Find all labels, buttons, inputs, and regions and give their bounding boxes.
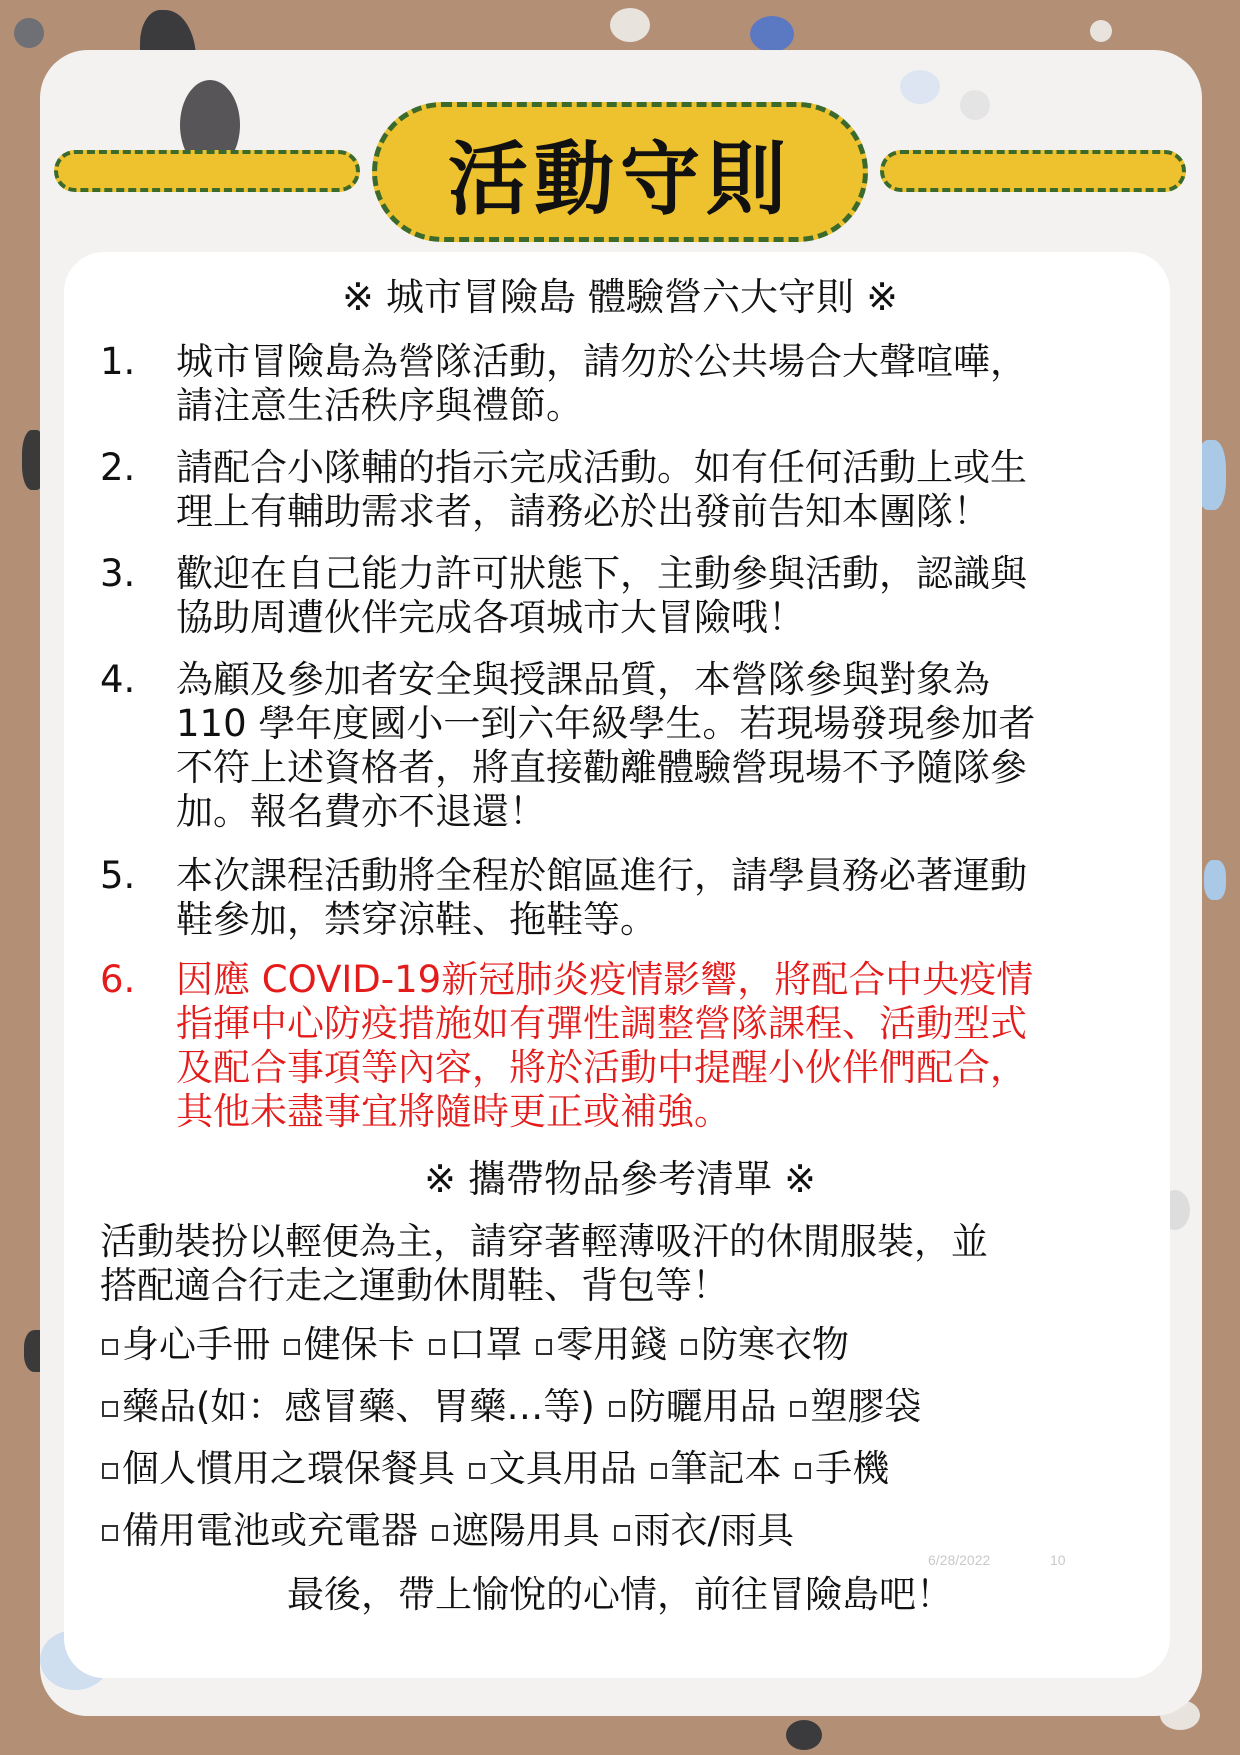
intro-line: 活動裝扮以輕便為主，請穿著輕薄吸汗的休閒服裝，並 xyxy=(100,1220,988,1263)
banner-left-bar xyxy=(54,150,360,192)
rule-number: 4. xyxy=(100,658,136,701)
decorative-spot xyxy=(14,18,44,48)
checklist-item: 遮陽用具 xyxy=(451,1509,600,1552)
checklist-item: 個人慣用之環保餐具 xyxy=(122,1447,455,1490)
rule-line: 請配合小隊輔的指示完成活動。如有任何活動上或生 xyxy=(176,446,1027,489)
checkbox-icon xyxy=(790,1401,806,1417)
checklist-row-1 xyxy=(100,1322,1140,1368)
checklist-item: 塑膠袋 xyxy=(810,1385,922,1428)
rule-line: 加。報名費亦不退還！ xyxy=(176,790,546,833)
checklist-item: 身心手冊 xyxy=(122,1323,270,1366)
checkbox-icon xyxy=(102,1463,118,1479)
rules-heading: ※ 城市冒險島 體驗營六大守則 ※ xyxy=(342,275,898,319)
rule-number: 1. xyxy=(100,340,136,383)
checkbox-icon xyxy=(536,1339,552,1355)
rule-line: 及配合事項等內容，將於活動中提醒小伙伴們配合， xyxy=(176,1046,1027,1089)
checklist-item: 健保卡 xyxy=(303,1323,415,1366)
decorative-spot xyxy=(786,1720,822,1750)
checklist-item: 筆記本 xyxy=(670,1447,782,1490)
page-title: 活動守則 xyxy=(372,102,868,242)
rule-line: 指揮中心防疫措施如有彈性調整營隊課程、活動型式 xyxy=(176,1002,1027,1045)
rule-line: 請注意生活秩序與禮節。 xyxy=(176,384,583,427)
checkbox-icon xyxy=(469,1463,485,1479)
checklist-item: 防寒衣物 xyxy=(701,1323,850,1366)
decorative-spot xyxy=(1204,860,1226,900)
slide-date: 6/28/2022 xyxy=(928,1552,991,1568)
checkbox-icon xyxy=(614,1525,630,1541)
checklist-item: 手機 xyxy=(815,1447,890,1490)
checklist-row-4 xyxy=(100,1508,1140,1554)
intro-line: 搭配適合行走之運動休閒鞋、背包等！ xyxy=(100,1264,729,1307)
rule-line: 不符上述資格者，將直接勸離體驗營現場不予隨隊參 xyxy=(176,746,1027,789)
checkbox-icon xyxy=(102,1525,118,1541)
rule-line: 為顧及參加者安全與授課品質，本營隊參與對象為 xyxy=(176,658,990,701)
checkbox-icon xyxy=(429,1339,445,1355)
checkbox-icon xyxy=(102,1401,118,1417)
rule-number: 5. xyxy=(100,854,136,897)
checkbox-icon xyxy=(102,1339,118,1355)
checkbox-icon xyxy=(651,1463,667,1479)
decorative-spot xyxy=(610,8,650,42)
rule-number: 2. xyxy=(100,446,136,489)
rule-line: 協助周遭伙伴完成各項城市大冒險哦！ xyxy=(176,596,805,639)
rule-line: 因應 COVID-19新冠肺炎疫情影響，將配合中央疫情 xyxy=(176,958,1034,1001)
rule-line: 歡迎在自己能力許可狀態下，主動參與活動，認識與 xyxy=(176,552,1027,595)
checkbox-icon xyxy=(284,1339,300,1355)
rule-line: 其他未盡事宜將隨時更正或補強。 xyxy=(176,1090,731,1133)
checklist-row-2 xyxy=(100,1384,1140,1430)
checkbox-icon xyxy=(795,1463,811,1479)
closing-message: 最後，帶上愉悅的心情，前往冒險島吧！ xyxy=(287,1573,953,1616)
checklist-item: 零用錢 xyxy=(556,1323,668,1366)
items-intro xyxy=(100,1220,1140,1308)
checklist-item: 雨衣/雨具 xyxy=(633,1509,794,1552)
checkbox-icon xyxy=(609,1401,625,1417)
slide-page-number: 10 xyxy=(1050,1552,1066,1568)
rule-line: 城市冒險島為營隊活動，請勿於公共場合大聲喧嘩， xyxy=(176,340,1027,383)
rule-line: 110 學年度國小一到六年級學生。若現場發現參加者 xyxy=(176,702,1036,745)
checklist-item: 文具用品 xyxy=(488,1447,637,1490)
rule-number: 6. xyxy=(100,958,136,1001)
checkbox-icon xyxy=(432,1525,448,1541)
rule-number: 3. xyxy=(100,552,136,595)
decorative-spot xyxy=(900,70,940,104)
checklist-item: 口罩 xyxy=(448,1323,523,1366)
items-heading: ※ 攜帶物品參考清單 ※ xyxy=(424,1157,816,1201)
checklist-item: 防曬用品 xyxy=(628,1385,777,1428)
decorative-spot xyxy=(750,16,794,52)
banner-right-bar xyxy=(880,150,1186,192)
decorative-spot xyxy=(960,90,990,120)
checkbox-icon xyxy=(681,1339,697,1355)
decorative-spot xyxy=(1090,20,1112,42)
checklist-row-3 xyxy=(100,1446,1140,1492)
checklist-item: 備用電池或充電器 xyxy=(122,1509,418,1552)
rule-line: 理上有輔助需求者，請務必於出發前告知本團隊！ xyxy=(176,490,990,533)
checklist-item: 藥品(如：感冒藥、胃藥…等) xyxy=(122,1385,595,1428)
rule-line: 鞋參加，禁穿涼鞋、拖鞋等。 xyxy=(176,898,657,941)
rule-line: 本次課程活動將全程於館區進行，請學員務必著運動 xyxy=(176,854,1027,897)
